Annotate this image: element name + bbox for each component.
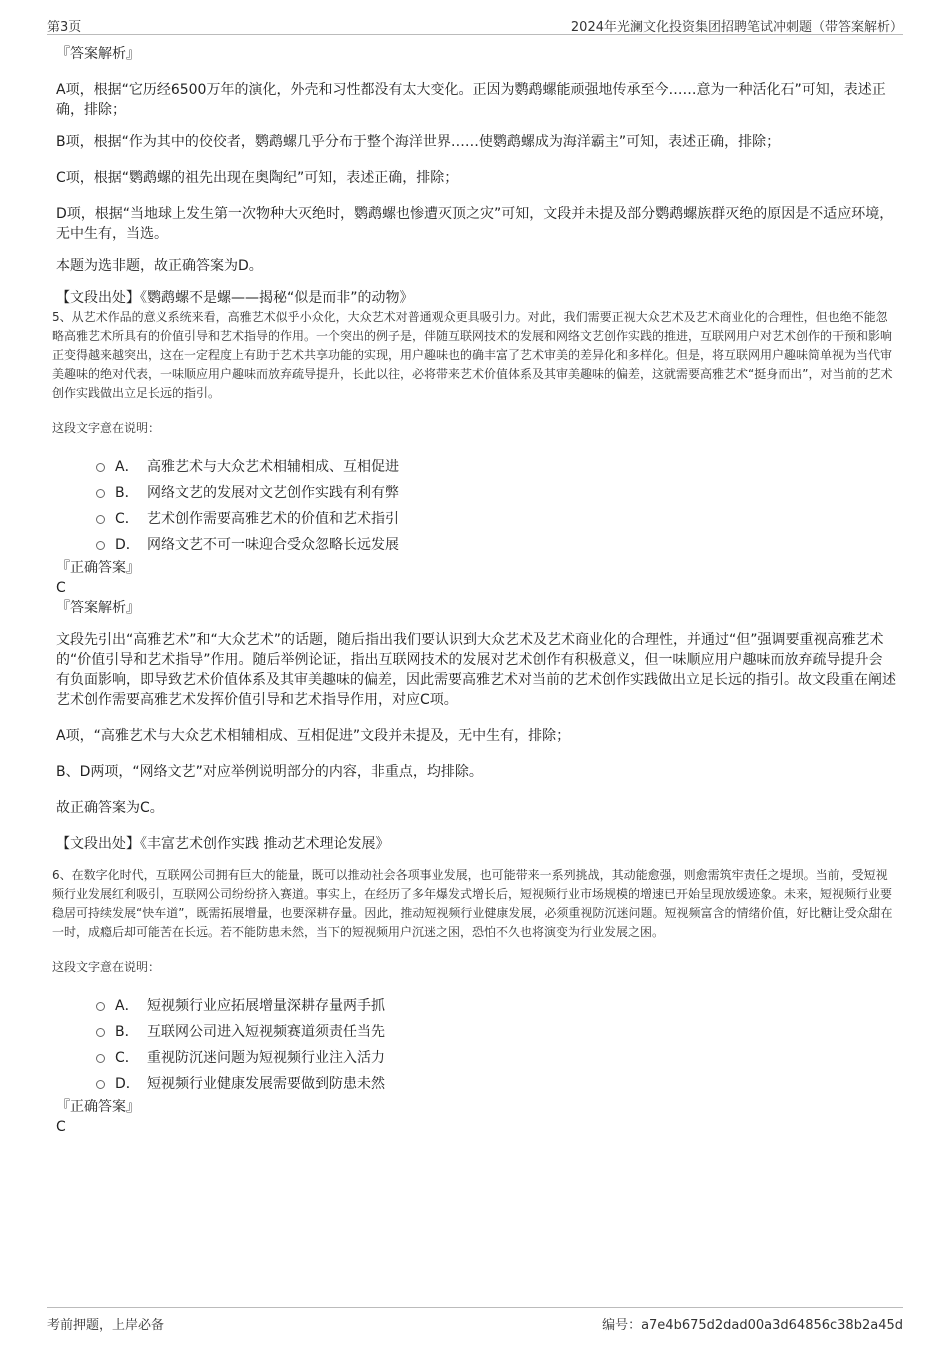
q6-stem: 6、在数字化时代，互联网公司拥有巨大的能量，既可以推动社会各项事业发展，也可能带来一系列挑战，其动能愈强，则愈需筑牢责任之堤坝。当前，受短视频行业发展红利吸引，互联网公司纷纷挤入赛道。事实上，在经历了多年爆发式增长后，短视频行业市场规模的增速已开始呈现放缓迹象。未来，短视频行业要稳居可持续发展“快车道”，既需拓展增量，也要深耕存量。因此，推动短视频行业健康发展，必须重视防沉迷问题。短视频富含的情绪价值，好比糖让受众甜在一时，成瘾后却可能苦在长远。若不能防患未然，当下的短视频用户沉迷之困，恐怕不久也将演变为行业发展之困。 — [52, 868, 893, 939]
page-content — [52, 44, 896, 1137]
radio-icon[interactable] — [96, 1080, 105, 1089]
q5-analysis-paragraph: A项，“高雅艺术与大众艺术相辅相成、互相促进”文段并未提及，无中生有，排除； — [56, 728, 571, 744]
q5-analysis-paragraph: B、D两项，“网络文艺”对应举例说明部分的内容，非重点，均排除。 — [56, 764, 483, 780]
q4-analysis-paragraph: C项，根据“鹦鹉螺的祖先出现在奥陶纪”可知，表述正确，排除； — [56, 170, 459, 186]
q5-analysis-label: 『答案解析』 — [56, 600, 140, 616]
radio-icon[interactable] — [96, 515, 105, 524]
q4-analysis-paragraph: D项，根据“当地球上发生第一次物种大灭绝时，鹦鹉螺也惨遭灭顶之灾”可知，文段并未提及部分鹦鹉螺族群灭绝的原因是不适应环境，无中生有，当选。 — [56, 206, 894, 242]
q5-answer-label: 『正确答案』 — [56, 560, 140, 576]
radio-icon[interactable] — [96, 1054, 105, 1063]
q5-stem: 5、从艺术作品的意义系统来看，高雅艺术似乎小众化，大众艺术对普通观众更具吸引力。对此，我们需要正视大众艺术及艺术商业化的合理性，但也绝不能忽略高雅艺术所具有的价值引导和艺术指导的作用。一个突出的例子是，伴随互联网技术的发展和网络文艺创作实践的推进，互联网用户对艺术创作的干预和影响正变得越来越突出，这在一定程度上有助于艺术共享功能的实现，用户趣味也的确丰富了艺术审美的差异化和多样化。但是，将互联网用户趣味简单视为当代审美趣味的绝对代表，一味顺应用户趣味而放弃疏导提升，长此以往，必将带来艺术价值体系及其审美趣味的偏差，这就需要高雅艺术“挺身而出”，对当前的艺术创作实践做出立足长远的指引。 — [52, 310, 893, 400]
q4-analysis-label: 『答案解析』 — [56, 46, 140, 62]
document-title: 2024年光澜文化投资集团招聘笔试冲刺题（带答案解析） — [570, 20, 903, 35]
q6-option-a[interactable]: A． 短视频行业应拓展增量深耕存量两手抓 — [96, 993, 896, 1019]
q6-option-b[interactable]: B． 互联网公司进入短视频赛道须责任当先 — [96, 1019, 896, 1045]
page-footer — [47, 1307, 903, 1336]
q6-options — [96, 993, 896, 1097]
q5-option-d[interactable]: D． 网络文艺不可一味迎合受众忽略长远发展 — [96, 532, 896, 558]
page-number: 第3页 — [47, 20, 82, 35]
q5-options — [96, 454, 896, 558]
q5-answer: C — [56, 580, 66, 596]
q5-option-a[interactable]: A． 高雅艺术与大众艺术相辅相成、互相促进 — [96, 454, 896, 480]
q6-answer-label: 『正确答案』 — [56, 1099, 140, 1115]
q5-source: 【文段出处】《丰富艺术创作实践 推动艺术理论发展》 — [56, 836, 390, 852]
q4-source: 【文段出处】《鹦鹉螺不是螺——揭秘“似是而非”的动物》 — [56, 290, 414, 306]
radio-icon[interactable] — [96, 489, 105, 498]
q5-prompt: 这段文字意在说明： — [52, 421, 161, 435]
q5-option-c[interactable]: C． 艺术创作需要高雅艺术的价值和艺术指引 — [96, 506, 896, 532]
radio-icon[interactable] — [96, 541, 105, 550]
q6-option-c[interactable]: C． 重视防沉迷问题为短视频行业注入活力 — [96, 1045, 896, 1071]
q6-answer: C — [56, 1119, 66, 1135]
page-header — [47, 14, 903, 35]
q4-analysis-paragraph: A项，根据“它历经6500万年的演化，外壳和习性都没有太大变化。正因为鹦鹉螺能顽强地传承至今……意为一种活化石”可知，表述正确，排除； — [56, 82, 886, 118]
q6-option-d[interactable]: D． 短视频行业健康发展需要做到防患未然 — [96, 1071, 896, 1097]
q6-prompt: 这段文字意在说明： — [52, 960, 161, 974]
q5-option-b[interactable]: B． 网络文艺的发展对文艺创作实践有利有弊 — [96, 480, 896, 506]
document-id: 编号：a7e4b675d2dad00a3d64856c38b2a45d — [602, 1318, 903, 1333]
q5-analysis-paragraph: 文段先引出“高雅艺术”和“大众艺术”的话题，随后指出我们要认识到大众艺术及艺术商业化的合理性，并通过“但”强调要重视高雅艺术的“价值引导和艺术指导”作用。随后举例论证，指出互联网技术的发展对艺术创作有积极意义，但一味顺应用户趣味而放弃疏导提升会有负面影响，即导致艺术价值体系及其审美趣味的偏差，因此需要高雅艺术对当前的艺术创作实践做出立足长远的指引。故文段重在阐述艺术创作需要高雅艺术发挥价值引导和艺术指导作用，对应C项。 — [56, 632, 896, 708]
footer-slogan: 考前押题，上岸必备 — [47, 1318, 165, 1333]
q5-conclusion: 故正确答案为C。 — [56, 800, 164, 816]
radio-icon[interactable] — [96, 463, 105, 472]
q4-conclusion: 本题为选非题，故正确答案为D。 — [56, 258, 263, 274]
radio-icon[interactable] — [96, 1028, 105, 1037]
radio-icon[interactable] — [96, 1002, 105, 1011]
q4-analysis-paragraph: B项，根据“作为其中的佼佼者，鹦鹉螺几乎分布于整个海洋世界……使鹦鹉螺成为海洋霸主”可知，表述正确，排除； — [56, 134, 781, 150]
